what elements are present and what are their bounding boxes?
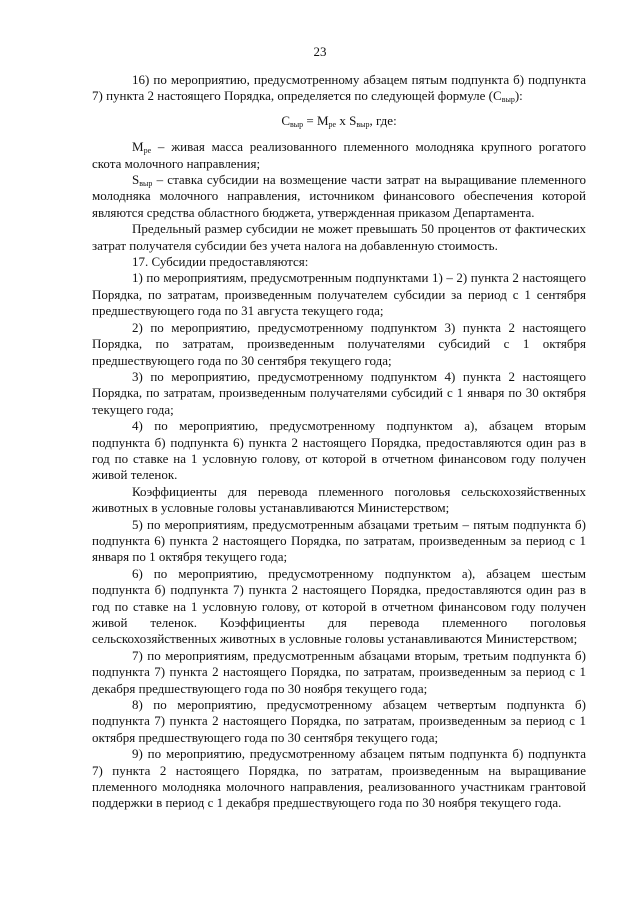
paragraph-17-item-7: 7) по мероприятиям, предусмотренным абзацами вторым, третьим подпункта б) подпункта 7) пункта 2 настоящего Порядка, по затратам, произведенным за период с 1 декабря предшествующего года по 30 ноября текущего года;	[92, 647, 586, 696]
definition-svyr-subscript: выр	[139, 179, 153, 189]
paragraph-17-item-8: 8) по мероприятию, предусмотренному абзацем четвертым подпункта б) подпункта 7) пункта 2 настоящего Порядка, по затратам, произведенным за период с 1 октября предшествующего года по 30 сентября текущего года;	[92, 697, 586, 745]
paragraph-16	[92, 72, 586, 105]
paragraph-17-item-3: 3) по мероприятию, предусмотренному подпунктом 4) пункта 2 настоящего Порядка, по затратам, произведенным получателями субсидий с 1 января по 30 октября текущего года;	[92, 368, 586, 417]
definition-mre	[92, 139, 586, 172]
formula-s-subscript: выр	[356, 119, 370, 129]
paragraph-16-tail: ):	[514, 88, 523, 104]
formula-m: М	[316, 112, 329, 128]
definition-mre-var: М	[132, 139, 144, 155]
paragraph-17-item-5: 5) по мероприятиям, предусмотренным абзацами третьим – пятым подпункта б) подпункта 6) пункта 2 настоящего Порядка, по затратам, произведенным за период с 1 января по 1 октября текущего года;	[92, 516, 586, 565]
paragraph-17-item-6: 6) по мероприятию, предусмотренному подпунктом а), абзацем шестым подпункта б) подпункта 7) пункта 2 настоящего Порядка, предоставляются один раз в год по ставке на 1 условную голову, от которой в отчетном финансовом году получен живой теленок. Коэффициенты для перевода племенного поголовья сельскохозяйственных животных в условные головы устанавливаются Министерством;	[92, 565, 586, 647]
formula-times: х	[336, 112, 350, 128]
paragraph-16-subscript: выр	[501, 95, 515, 105]
formula-s: S	[349, 112, 357, 128]
paragraph-17-item-9: 9) по мероприятию, предусмотренному абзацем пятым подпункта б) подпункта 7) пункта 2 настоящего Порядка, по затратам, произведенным на выращивание племенного молодняка молочного направления, реализованного участникам грантовой поддержки в период с 1 декабря предшествующего года по 30 ноября текущего года.	[92, 746, 586, 811]
formula	[92, 113, 586, 129]
definition-svyr	[92, 172, 586, 221]
formula-lhs: С	[281, 112, 290, 128]
definition-mre-subscript: ре	[143, 146, 152, 156]
paragraph-17-item-2: 2) по мероприятию, предусмотренному подпунктом 3) пункта 2 настоящего Порядка, по затратам, произведенным получателями субсидий с 1 октября предшествующего года по 30 сентября текущего года;	[92, 319, 586, 368]
definition-svyr-text: – ставка субсидии на возмещение части затрат на выращивание племенного молодняка молочного направления, источником финансового обеспечения которой являются средства областного бюджета, утвержденная приказом Департамента.	[92, 172, 586, 220]
formula-tail: , где:	[369, 112, 397, 128]
paragraph-16-text: 16) по мероприятию, предусмотренному абзацем пятым подпункта б) подпункта 7) пункта 2 настоящего Порядка, определяется по следующей формуле (С	[92, 72, 586, 104]
formula-equals: =	[303, 112, 317, 128]
formula-lhs-subscript: выр	[289, 119, 304, 129]
definition-svyr-var: S	[132, 172, 140, 188]
paragraph-17: 17. Субсидии предоставляются:	[132, 254, 309, 270]
paragraph-limit: Предельный размер субсидии не может превышать 50 процентов от фактических затрат получателя субсидии без учета налога на добавленную стоимость.	[92, 221, 586, 253]
formula-m-subscript: ре	[328, 119, 337, 129]
paragraph-coefficients: Коэффициенты для перевода племенного поголовья сельскохозяйственных животных в условные головы устанавливаются Министерством;	[92, 483, 586, 516]
paragraph-17-item-1: 1) по мероприятиям, предусмотренным подпунктами 1) – 2) пункта 2 настоящего Порядка, по затратам, произведенным получателем субсидии за период с 1 сентября предшествующего года по 31 августа текущего года;	[92, 270, 586, 319]
definition-mre-text: – живая масса реализованного племенного молодняка крупного рогатого скота молочного направления;	[92, 139, 586, 171]
paragraph-17-item-4: 4) по мероприятию, предусмотренному подпунктом а), абзацем вторым подпункта б) подпункта 6) пункта 2 настоящего Порядка, предоставляются один раз в год по ставке на 1 условную голову, от которой в отчетном финансовом году получен живой теленок.	[92, 418, 586, 483]
page-number: 23	[313, 44, 327, 59]
document-body	[92, 72, 586, 812]
